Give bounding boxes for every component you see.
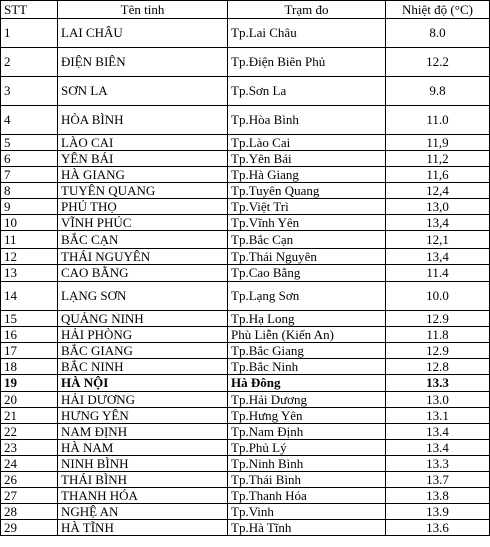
row-province: YÊN BÁI: [58, 151, 228, 167]
table-row: [1, 424, 490, 440]
row-stt: 24: [1, 456, 58, 472]
row-station: Tp.Hải Dương: [228, 392, 386, 408]
row-stt: 21: [1, 408, 58, 424]
row-province: THÁI NGUYÊN: [58, 249, 228, 265]
row-province: NGHỆ AN: [58, 504, 228, 520]
table-row: [1, 19, 490, 48]
table-row: [1, 343, 490, 359]
row-temperature: 13.7: [386, 472, 490, 488]
row-station: Tp.Sơn La: [228, 77, 386, 106]
row-temperature: 10.0: [386, 282, 490, 311]
table-row: [1, 183, 490, 199]
row-province: ĐIỆN BIÊN: [58, 48, 228, 77]
row-temperature: 13.1: [386, 408, 490, 424]
row-temperature: 8.0: [386, 19, 490, 48]
row-temperature: 12.9: [386, 311, 490, 327]
row-station: Tp.Điện Biên Phủ: [228, 48, 386, 77]
header-stt: STT: [1, 1, 58, 19]
row-stt: 23: [1, 440, 58, 456]
row-stt: 13: [1, 265, 58, 282]
row-province: BẮC NINH: [58, 359, 228, 375]
row-temperature: 13.6: [386, 520, 490, 536]
table-row: [1, 311, 490, 327]
row-province: QUẢNG NINH: [58, 311, 228, 327]
row-station: Tp.Nam Định: [228, 424, 386, 440]
row-station: Tp.Ninh Bình: [228, 456, 386, 472]
table-row-highlighted: [1, 375, 490, 392]
row-temperature: 13.3: [386, 456, 490, 472]
row-stt: 7: [1, 167, 58, 183]
row-stt: 15: [1, 311, 58, 327]
row-station: Hà Đông: [228, 375, 386, 392]
table-row: [1, 472, 490, 488]
row-province: BẮC CẠN: [58, 231, 228, 249]
row-province: LẠNG SƠN: [58, 282, 228, 311]
row-stt: 17: [1, 343, 58, 359]
table-row: [1, 106, 490, 135]
row-province: VĨNH PHÚC: [58, 215, 228, 231]
table-row: [1, 408, 490, 424]
header-province: Tên tỉnh: [58, 1, 228, 19]
row-temperature: 11.4: [386, 265, 490, 282]
row-province: THÁI BÌNH: [58, 472, 228, 488]
row-stt: 6: [1, 151, 58, 167]
row-station: Tp.Thái Nguyên: [228, 249, 386, 265]
row-station: Tp.Thái Bình: [228, 472, 386, 488]
row-stt: 11: [1, 231, 58, 249]
table-row: [1, 392, 490, 408]
table-row: [1, 359, 490, 375]
row-province: HẢI PHÒNG: [58, 327, 228, 343]
row-station: Tp.Bắc Cạn: [228, 231, 386, 249]
row-stt: 26: [1, 472, 58, 488]
row-temperature: 12.8: [386, 359, 490, 375]
row-station: Tp.Hưng Yên: [228, 408, 386, 424]
row-province: CAO BẰNG: [58, 265, 228, 282]
row-province: HÀ GIANG: [58, 167, 228, 183]
row-province: HÀ NAM: [58, 440, 228, 456]
table-row: [1, 167, 490, 183]
table-row: [1, 488, 490, 504]
row-station: Tp.Lai Châu: [228, 19, 386, 48]
row-temperature: 13.0: [386, 392, 490, 408]
row-province: PHÚ THỌ: [58, 199, 228, 215]
table-row: [1, 456, 490, 472]
row-province: HƯNG YÊN: [58, 408, 228, 424]
row-station: Tp.Hà Giang: [228, 167, 386, 183]
row-stt: 5: [1, 135, 58, 151]
table-row: [1, 215, 490, 231]
row-stt: 8: [1, 183, 58, 199]
table-row: [1, 48, 490, 77]
row-stt: 28: [1, 504, 58, 520]
row-station: Tp.Lào Cai: [228, 135, 386, 151]
row-station: Tp.Vinh: [228, 504, 386, 520]
table-row: [1, 231, 490, 249]
row-stt: 2: [1, 48, 58, 77]
row-province: NINH BÌNH: [58, 456, 228, 472]
table-row: [1, 135, 490, 151]
row-station: Tp.Bắc Giang: [228, 343, 386, 359]
row-temperature: 11.0: [386, 106, 490, 135]
row-stt: 22: [1, 424, 58, 440]
row-stt: 3: [1, 77, 58, 106]
table-row: [1, 282, 490, 311]
row-province: LÀO CAI: [58, 135, 228, 151]
row-station: Tp.Cao Bằng: [228, 265, 386, 282]
row-temperature: 13.9: [386, 504, 490, 520]
row-station: Tp.Lạng Sơn: [228, 282, 386, 311]
row-stt: 4: [1, 106, 58, 135]
row-station: Tp.Bắc Ninh: [228, 359, 386, 375]
row-temperature: 12,1: [386, 231, 490, 249]
row-temperature: 13.4: [386, 440, 490, 456]
row-temperature: 13,4: [386, 249, 490, 265]
row-stt: 14: [1, 282, 58, 311]
row-station: Tp.Hà Tĩnh: [228, 520, 386, 536]
row-temperature: 9.8: [386, 77, 490, 106]
table-row: [1, 265, 490, 282]
row-temperature: 13.4: [386, 424, 490, 440]
row-province: HÒA BÌNH: [58, 106, 228, 135]
row-station: Tp.Phủ Lý: [228, 440, 386, 456]
row-temperature: 11,6: [386, 167, 490, 183]
row-temperature: 13,0: [386, 199, 490, 215]
row-stt: 16: [1, 327, 58, 343]
row-stt: 19: [1, 375, 58, 392]
row-stt: 1: [1, 19, 58, 48]
row-stt: 12: [1, 249, 58, 265]
row-station: Tp.Thanh Hóa: [228, 488, 386, 504]
row-province: HẢI DƯƠNG: [58, 392, 228, 408]
row-province: HÀ NỘI: [58, 375, 228, 392]
row-station: Phù Liễn (Kiến An): [228, 327, 386, 343]
row-station: Tp.Hòa Bình: [228, 106, 386, 135]
row-temperature: 12,4: [386, 183, 490, 199]
row-station: Tp.Tuyên Quang: [228, 183, 386, 199]
row-temperature: 11,9: [386, 135, 490, 151]
row-temperature: 13.8: [386, 488, 490, 504]
table-row: [1, 327, 490, 343]
table-row: [1, 520, 490, 536]
table-row: [1, 249, 490, 265]
row-temperature: 11.8: [386, 327, 490, 343]
row-stt: 10: [1, 215, 58, 231]
row-station: Tp.Vĩnh Yên: [228, 215, 386, 231]
table-row: [1, 151, 490, 167]
row-station: Tp.Việt Trì: [228, 199, 386, 215]
row-stt: 9: [1, 199, 58, 215]
row-province: TUYÊN QUANG: [58, 183, 228, 199]
row-station: Tp.Yên Bái: [228, 151, 386, 167]
row-stt: 18: [1, 359, 58, 375]
row-temperature: 13.3: [386, 375, 490, 392]
table-row: [1, 199, 490, 215]
row-temperature: 13,4: [386, 215, 490, 231]
row-province: BẮC GIANG: [58, 343, 228, 359]
row-province: THANH HÓA: [58, 488, 228, 504]
header-row: [1, 1, 490, 19]
row-province: LAI CHÂU: [58, 19, 228, 48]
row-station: Tp.Hạ Long: [228, 311, 386, 327]
row-stt: 29: [1, 520, 58, 536]
header-temperature: Nhiệt độ (°C): [386, 1, 490, 19]
table-row: [1, 440, 490, 456]
row-temperature: 12.9: [386, 343, 490, 359]
row-province: SƠN LA: [58, 77, 228, 106]
table-row: [1, 77, 490, 106]
row-stt: 20: [1, 392, 58, 408]
row-temperature: 11,2: [386, 151, 490, 167]
table-row: [1, 504, 490, 520]
row-temperature: 12.2: [386, 48, 490, 77]
row-stt: 27: [1, 488, 58, 504]
header-station: Trạm đo: [228, 1, 386, 19]
row-province: NAM ĐỊNH: [58, 424, 228, 440]
row-province: HÀ TĨNH: [58, 520, 228, 536]
